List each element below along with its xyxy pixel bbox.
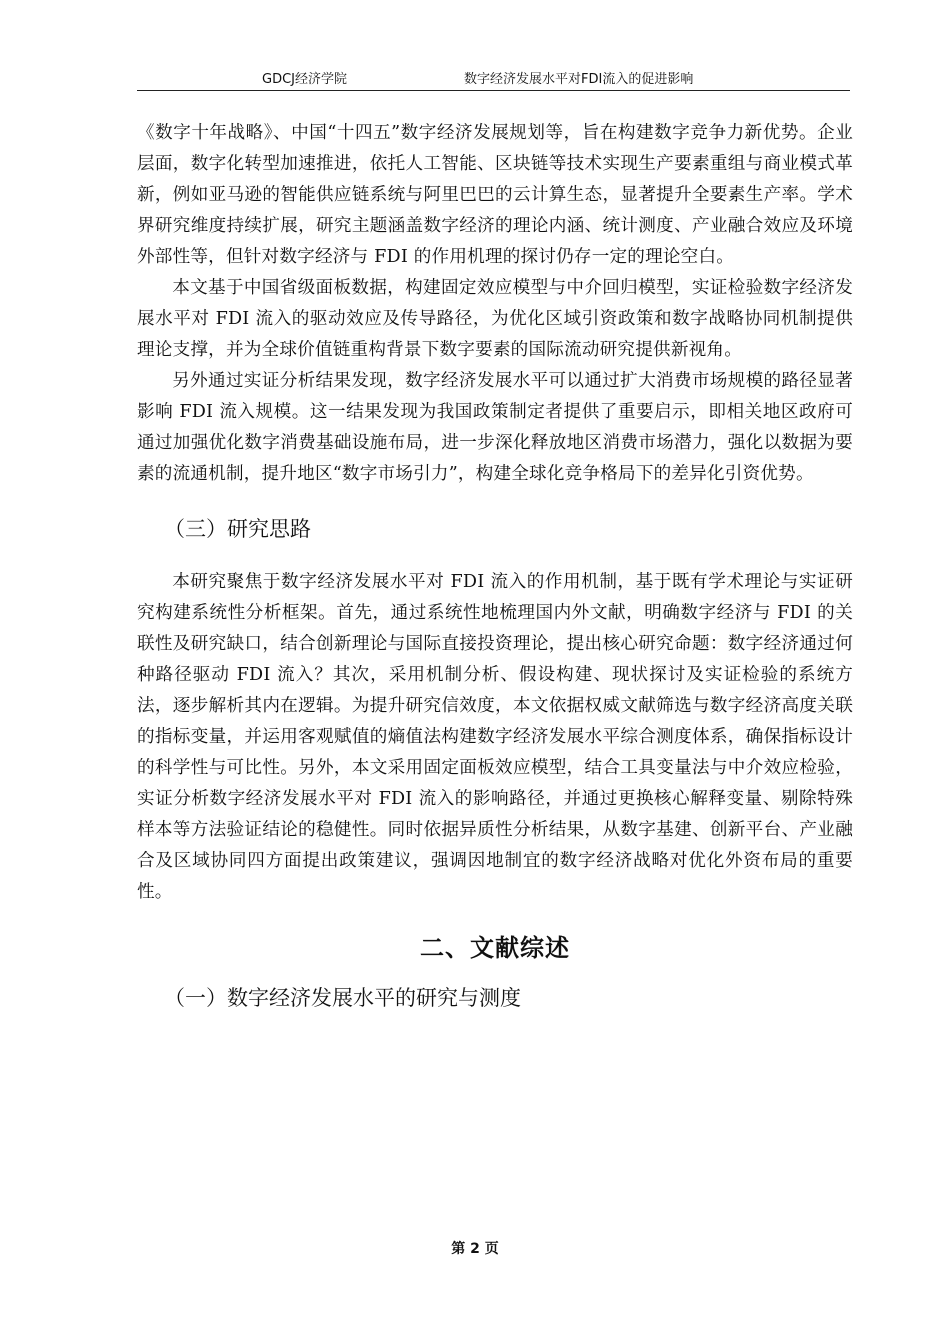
page-body (137, 118, 853, 1036)
section-heading-research-approach: （三）研究思路 (164, 517, 311, 541)
page-header (137, 68, 850, 91)
paragraph-research-approach: 本研究聚焦于数字经济发展水平对 FDI 流入的作用机制，基于既有学术理论与实证研究构建系统性分析框架。首先，通过系统性地梳理国内外文献，明确数字经济与 FDI 的关联性及研究缺口，结合创新理论与国际直接投资理论，提出核心研究命题：数字经济通过何种路径驱动 FDI 流入？其次，采用机制分析、假设构建、现状探讨及实证检验的系统方法，逐步解析其内在逻辑。为提升研究信效度，本文依据权威文献筛选与数字经济高度关联的指标变量，并运用客观赋值的熵值法构建数字经济发展水平综合测度体系，确保指标设计的科学性与可比性。另外，本文采用固定面板效应模型，结合工具变量法与中介效应检验，实证分析数字经济发展水平对 FDI 流入的影响路径，并通过更换核心解释变量、剔除特殊样本等方法验证结论的稳健性。同时依据异质性分析结果，从数字基建、创新平台、产业融合及区域协同四方面提出政策建议，强调因地制宜的数字经济战略对优化外资布局的重要性。 (137, 572, 853, 902)
header-institution: GDCJ经济学院 (262, 72, 347, 87)
paragraph-findings: 另外通过实证分析结果发现，数字经济发展水平可以通过扩大消费市场规模的路径显著影响 FDI 流入规模。这一结果发现为我国政策制定者提供了重要启示，即相关地区政府可通过加强优化数字消费基础设施布局，进一步深化释放地区消费市场潜力，强化以数据为要素的流通机制，提升地区“数字市场引力”，构建全球化竞争格局下的差异化引资优势。 (137, 371, 853, 484)
page-number: 第 2 页 (451, 1241, 499, 1257)
paragraph-continuation: 《数字十年战略》、中国“十四五”数字经济发展规划等，旨在构建数字竞争力新优势。企业层面，数字化转型加速推进，依托人工智能、区块链等技术实现生产要素重组与商业模式革新，例如亚马逊的智能供应链系统与阿里巴巴的云计算生态，显著提升全要素生产率。学术界研究维度持续扩展，研究主题涵盖数字经济的理论内涵、统计测度、产业融合效应及环境外部性等，但针对数字经济与 FDI 的作用机理的探讨仍存一定的理论空白。 (137, 123, 853, 267)
chapter-heading-literature-review: 二、文献综述 (420, 934, 570, 962)
section-heading-digital-economy-measurement: （一）数字经济发展水平的研究与测度 (164, 986, 521, 1010)
paragraph-methodology: 本文基于中国省级面板数据，构建固定效应模型与中介回归模型，实证检验数字经济发展水平对 FDI 流入的驱动效应及传导路径，为优化区域引资政策和数字战略协同机制提供理论支撑，并为全球价值链重构背景下数字要素的国际流动研究提供新视角。 (137, 278, 853, 360)
header-paper-title: 数字经济发展水平对FDI流入的促进影响 (464, 72, 694, 87)
